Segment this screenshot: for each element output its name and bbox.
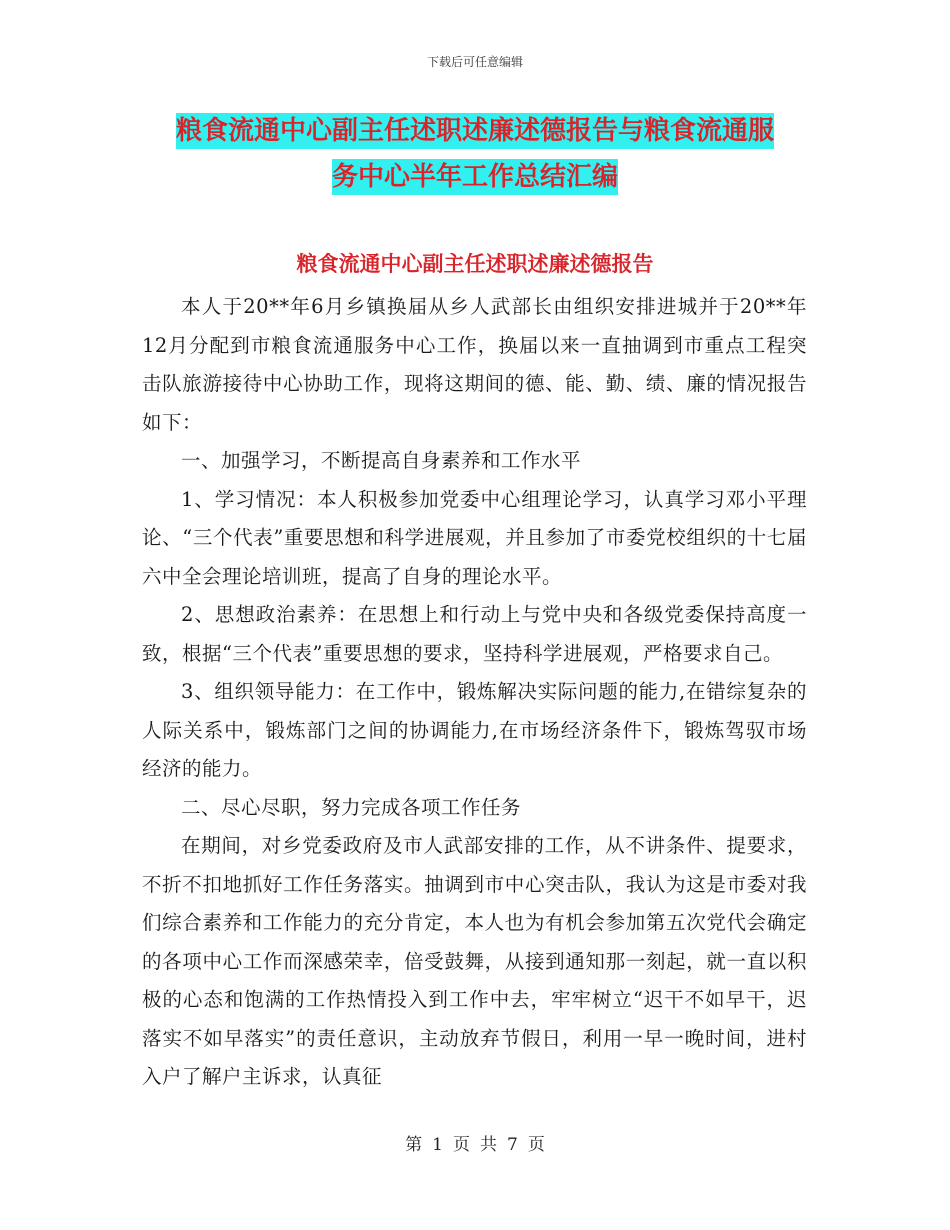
page-footer — [0, 1130, 950, 1155]
document-body — [142, 288, 807, 1097]
page-label-prefix: 第 — [405, 1135, 423, 1155]
page-label-mid: 页 — [453, 1135, 470, 1155]
document-title — [140, 108, 810, 200]
paragraph: 3、组织领导能力：在工作中，锻炼解决实际问题的能力,在错综复杂的人际关系中，锻炼部门之间的协调能力,在市场经济条件下，锻炼驾驭市场经济的能力。 — [142, 680, 807, 780]
header-note: 下载后可任意编辑 — [426, 55, 523, 69]
total-label: 共 — [480, 1135, 497, 1155]
paragraph: 在期间，对乡党委政府及市人武部安排的工作，从不讲条件、提要求，不折不扣地抓好工作任务落实。抽调到市中心突击队，我认为这是市委对我们综合素养和工作能力的充分肯定，本人也为有机会参加第五次党代会确定的各项中心工作而深感荣幸，倍受鼓舞，从接到通知那一刻起，就一直以积极的心态和饱满的工作热情投入到工作中去，牢牢树立“迟干不如早干，迟落实不如早落实”的责任意识，主动放弃节假日，利用一早一晚时间，进村入户了解户主诉求，认真征 — [142, 834, 807, 1088]
section-title: 粮食流通中心副主任述职述廉述德报告 — [296, 252, 654, 276]
paragraph: 1、学习情况：本人积极参加党委中心组理论学习，认真学习邓小平理论、“三个代表”重要思想和科学进展观，并且参加了市委党校组织的十七届六中全会理论培训班，提高了自身的理论水平。 — [142, 487, 807, 588]
title-line-1: 粮食流通中心副主任述职述廉述德报告与粮食流通服 — [176, 113, 774, 149]
paragraph: 二、尽心尽职，努力完成各项工作任务 — [181, 795, 522, 819]
total-pages: 7 — [507, 1135, 518, 1155]
paragraph: 一、加强学习，不断提高自身素养和工作水平 — [181, 449, 582, 472]
paragraph: 2、思想政治素养：在思想上和行动上与党中央和各级党委保持高度一致，根据“三个代表”重要思想的要求，坚持科学进展观，严格要求自己。 — [142, 603, 807, 665]
paragraph: 本人于20**年6月乡镇换届从乡人武部长由组织安排进城并于20**年12月分配到市粮食流通服务中心工作，换届以来一直抽调到市重点工程突击队旅游接待中心协助工作，现将这期间的德、能、勤、绩、廉的情况报告如下： — [142, 295, 807, 434]
page-number: 1 — [432, 1135, 443, 1155]
page-label-suffix: 页 — [527, 1135, 545, 1155]
title-line-2: 务中心半年工作总结汇编 — [332, 159, 618, 195]
